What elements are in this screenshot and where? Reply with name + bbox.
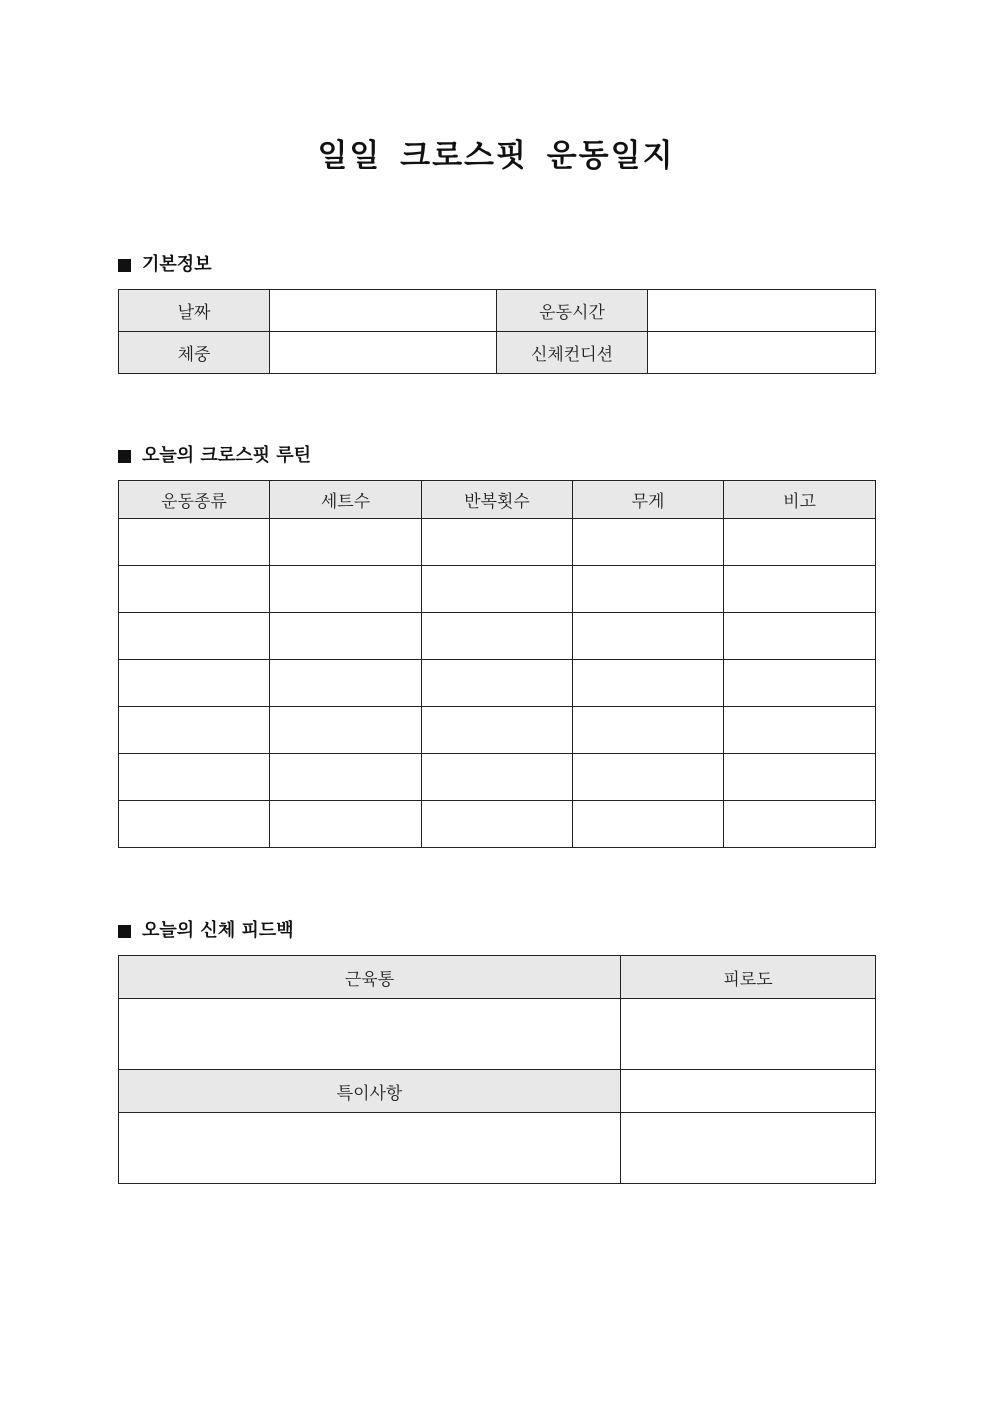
notes-cell[interactable]: [724, 613, 876, 660]
notes-cell[interactable]: [724, 707, 876, 754]
table-header-row: [119, 1070, 876, 1113]
sets-cell[interactable]: [270, 801, 422, 848]
column-header-weight: 무게: [573, 481, 724, 519]
exercise-type-cell[interactable]: [119, 519, 270, 566]
table-row: [119, 707, 876, 754]
section-heading-label: 오늘의 신체 피드백: [142, 920, 294, 941]
reps-cell[interactable]: [422, 801, 573, 848]
column-header-notes: 비고: [724, 481, 876, 519]
weight-cell[interactable]: [573, 519, 724, 566]
routine-table: [118, 480, 876, 848]
date-label: 날짜: [119, 290, 270, 332]
table-header-row: [119, 956, 876, 999]
weight-label: 체중: [119, 332, 270, 374]
exercise-type-cell[interactable]: [119, 801, 270, 848]
weight-cell[interactable]: [573, 660, 724, 707]
reps-cell[interactable]: [422, 660, 573, 707]
table-row: [119, 613, 876, 660]
table-row: [119, 566, 876, 613]
exercise-type-cell[interactable]: [119, 566, 270, 613]
section-heading-label: 기본정보: [142, 254, 212, 275]
sets-cell[interactable]: [270, 660, 422, 707]
special-notes-field[interactable]: [119, 1113, 621, 1184]
section-heading-routine: [118, 444, 311, 468]
fatigue-label: 피로도: [621, 956, 876, 999]
table-header-row: [119, 481, 876, 519]
square-bullet-icon: [118, 925, 131, 938]
date-field[interactable]: [270, 290, 497, 332]
workout-time-field[interactable]: [648, 290, 876, 332]
reps-cell[interactable]: [422, 613, 573, 660]
exercise-type-cell[interactable]: [119, 660, 270, 707]
column-header-exercise-type: 운동종류: [119, 481, 270, 519]
page-title: 일일 크로스핏 운동일지: [317, 138, 675, 174]
reps-cell[interactable]: [422, 707, 573, 754]
notes-cell[interactable]: [724, 660, 876, 707]
weight-cell[interactable]: [573, 566, 724, 613]
section-heading-basic-info: [118, 253, 212, 277]
muscle-pain-label: 근육통: [119, 956, 621, 999]
reps-cell[interactable]: [422, 566, 573, 613]
table-row: [119, 754, 876, 801]
notes-cell[interactable]: [724, 801, 876, 848]
weight-cell[interactable]: [573, 754, 724, 801]
special-notes-side-field[interactable]: [621, 1070, 876, 1113]
table-row: [119, 660, 876, 707]
sets-cell[interactable]: [270, 613, 422, 660]
body-condition-label: 신체컨디션: [497, 332, 648, 374]
column-header-sets: 세트수: [270, 481, 422, 519]
weight-cell[interactable]: [573, 613, 724, 660]
notes-cell[interactable]: [724, 566, 876, 613]
notes-cell[interactable]: [724, 754, 876, 801]
notes-cell[interactable]: [724, 519, 876, 566]
table-row: [119, 1113, 876, 1184]
exercise-type-cell[interactable]: [119, 613, 270, 660]
exercise-type-cell[interactable]: [119, 707, 270, 754]
body-condition-field[interactable]: [648, 332, 876, 374]
column-header-reps: 반복횟수: [422, 481, 573, 519]
exercise-type-cell[interactable]: [119, 754, 270, 801]
special-notes-side-body-field[interactable]: [621, 1113, 876, 1184]
table-row: [119, 801, 876, 848]
body-feedback-table: [118, 955, 876, 1184]
workout-time-label: 운동시간: [497, 290, 648, 332]
table-row: [119, 519, 876, 566]
table-row: [119, 290, 876, 332]
weight-field[interactable]: [270, 332, 497, 374]
section-heading-label: 오늘의 크로스핏 루틴: [142, 445, 312, 466]
sets-cell[interactable]: [270, 566, 422, 613]
sets-cell[interactable]: [270, 754, 422, 801]
table-row: [119, 999, 876, 1070]
table-row: [119, 332, 876, 374]
square-bullet-icon: [118, 259, 131, 272]
fatigue-field[interactable]: [621, 999, 876, 1070]
weight-cell[interactable]: [573, 801, 724, 848]
sets-cell[interactable]: [270, 707, 422, 754]
muscle-pain-field[interactable]: [119, 999, 621, 1070]
section-heading-body-feedback: [118, 919, 294, 943]
square-bullet-icon: [118, 450, 131, 463]
sets-cell[interactable]: [270, 519, 422, 566]
reps-cell[interactable]: [422, 754, 573, 801]
weight-cell[interactable]: [573, 707, 724, 754]
special-notes-label: 특이사항: [119, 1070, 621, 1113]
reps-cell[interactable]: [422, 519, 573, 566]
basic-info-table: [118, 289, 876, 374]
